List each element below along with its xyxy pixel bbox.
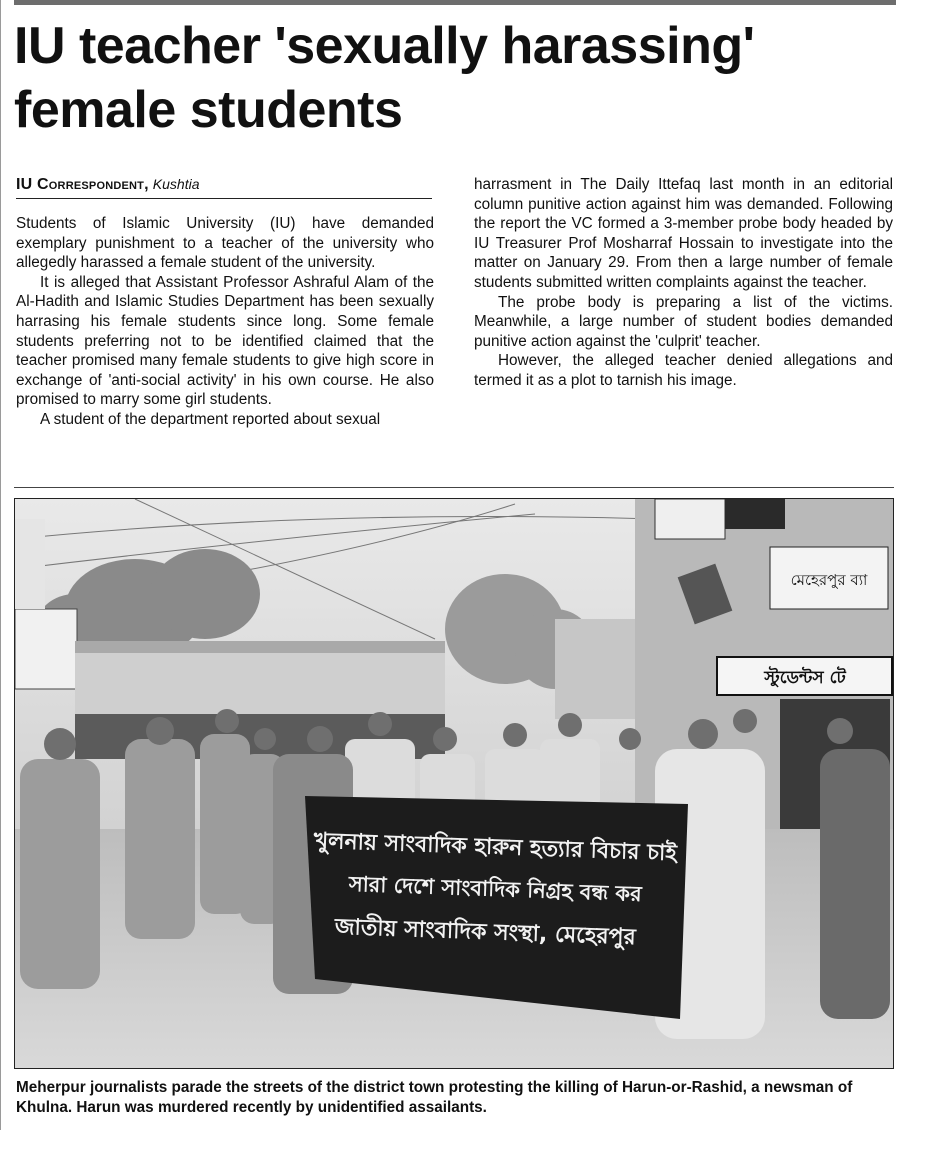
banner-line-3: জাতীয় সাংবাদিক সংস্থা, মেহেরপুর (334, 914, 637, 951)
article-paragraph: The probe body is preparing a list of the victims. Meanwhile, a large number of student bodies demanded punitive action against the 'culprit' teacher. (474, 293, 893, 350)
news-photo (14, 498, 894, 1069)
shop-sign-text: স্টুডেন্টস টে (764, 668, 846, 688)
center-building-roof (75, 641, 445, 653)
byline-author: IU Correspondent, (16, 176, 149, 193)
banner-line-1: খুলনায় সাংবাদিক হারুন হত্যার বিচার চাই (313, 828, 678, 867)
article-column-right (474, 175, 893, 391)
article-paragraph: However, the alleged teacher denied allegations and termed it as a plot to tarnish his image. (474, 352, 893, 389)
bank-sign-text: মেহেরপুর ব্যা (790, 571, 868, 589)
headline-line-1: IU teacher 'sexually harassing' (14, 17, 755, 75)
right-banner-dark (725, 499, 785, 529)
right-banner-top (655, 499, 725, 539)
article-paragraph: harrasment in The Daily Ittefaq last month in an editorial column punitive action against him was demanded. Following the report the VC formed a 3-member probe body headed by IU Treasurer Prof Mosharraf Hossain to investigate into the matter on January 29. From then a large number of female students submitted written complaints against the teacher. (474, 176, 893, 291)
left-margin-rule (0, 0, 1, 1130)
top-rule (14, 0, 896, 5)
right-building-far (555, 619, 645, 719)
photo-caption: Meherpur journalists parade the streets of the district town protesting the killing of Harun-or-Rashid, a newsman of Khulna. Harun was murdered recently by unidentified assailants. (16, 1079, 853, 1116)
headline (14, 14, 894, 142)
article-paragraph: It is alleged that Assistant Professor Ashraful Alam of the Al-Hadith and Islamic Studies Department has been sexually harrasing his female students since long. Some female students preferring not to be identified claimed that the teacher promised many female students to give high score in exchange of 'anti-social activity' in his own course. He also promised to marry some girl students. (16, 273, 434, 409)
article-paragraph: Students of Islamic University (IU) have demanded exemplary punishment to a teacher of the university who allegedly harassed a female student of the university. (16, 215, 434, 272)
section-rule (14, 487, 894, 488)
article-column-left (16, 214, 434, 430)
headline-line-2: female students (14, 81, 403, 139)
banner-line-2: সারা দেশে সাংবাদিক নিগ্রহ বন্ধ কর (348, 871, 643, 907)
photo-illustration (15, 499, 894, 1069)
byline (16, 176, 432, 194)
article-paragraph: A student of the department reported about sexual (40, 410, 381, 428)
left-shop-sign (15, 609, 77, 689)
left-building (15, 519, 45, 609)
byline-rule (16, 198, 432, 199)
byline-place: Kushtia (152, 176, 200, 192)
center-building (75, 649, 445, 719)
